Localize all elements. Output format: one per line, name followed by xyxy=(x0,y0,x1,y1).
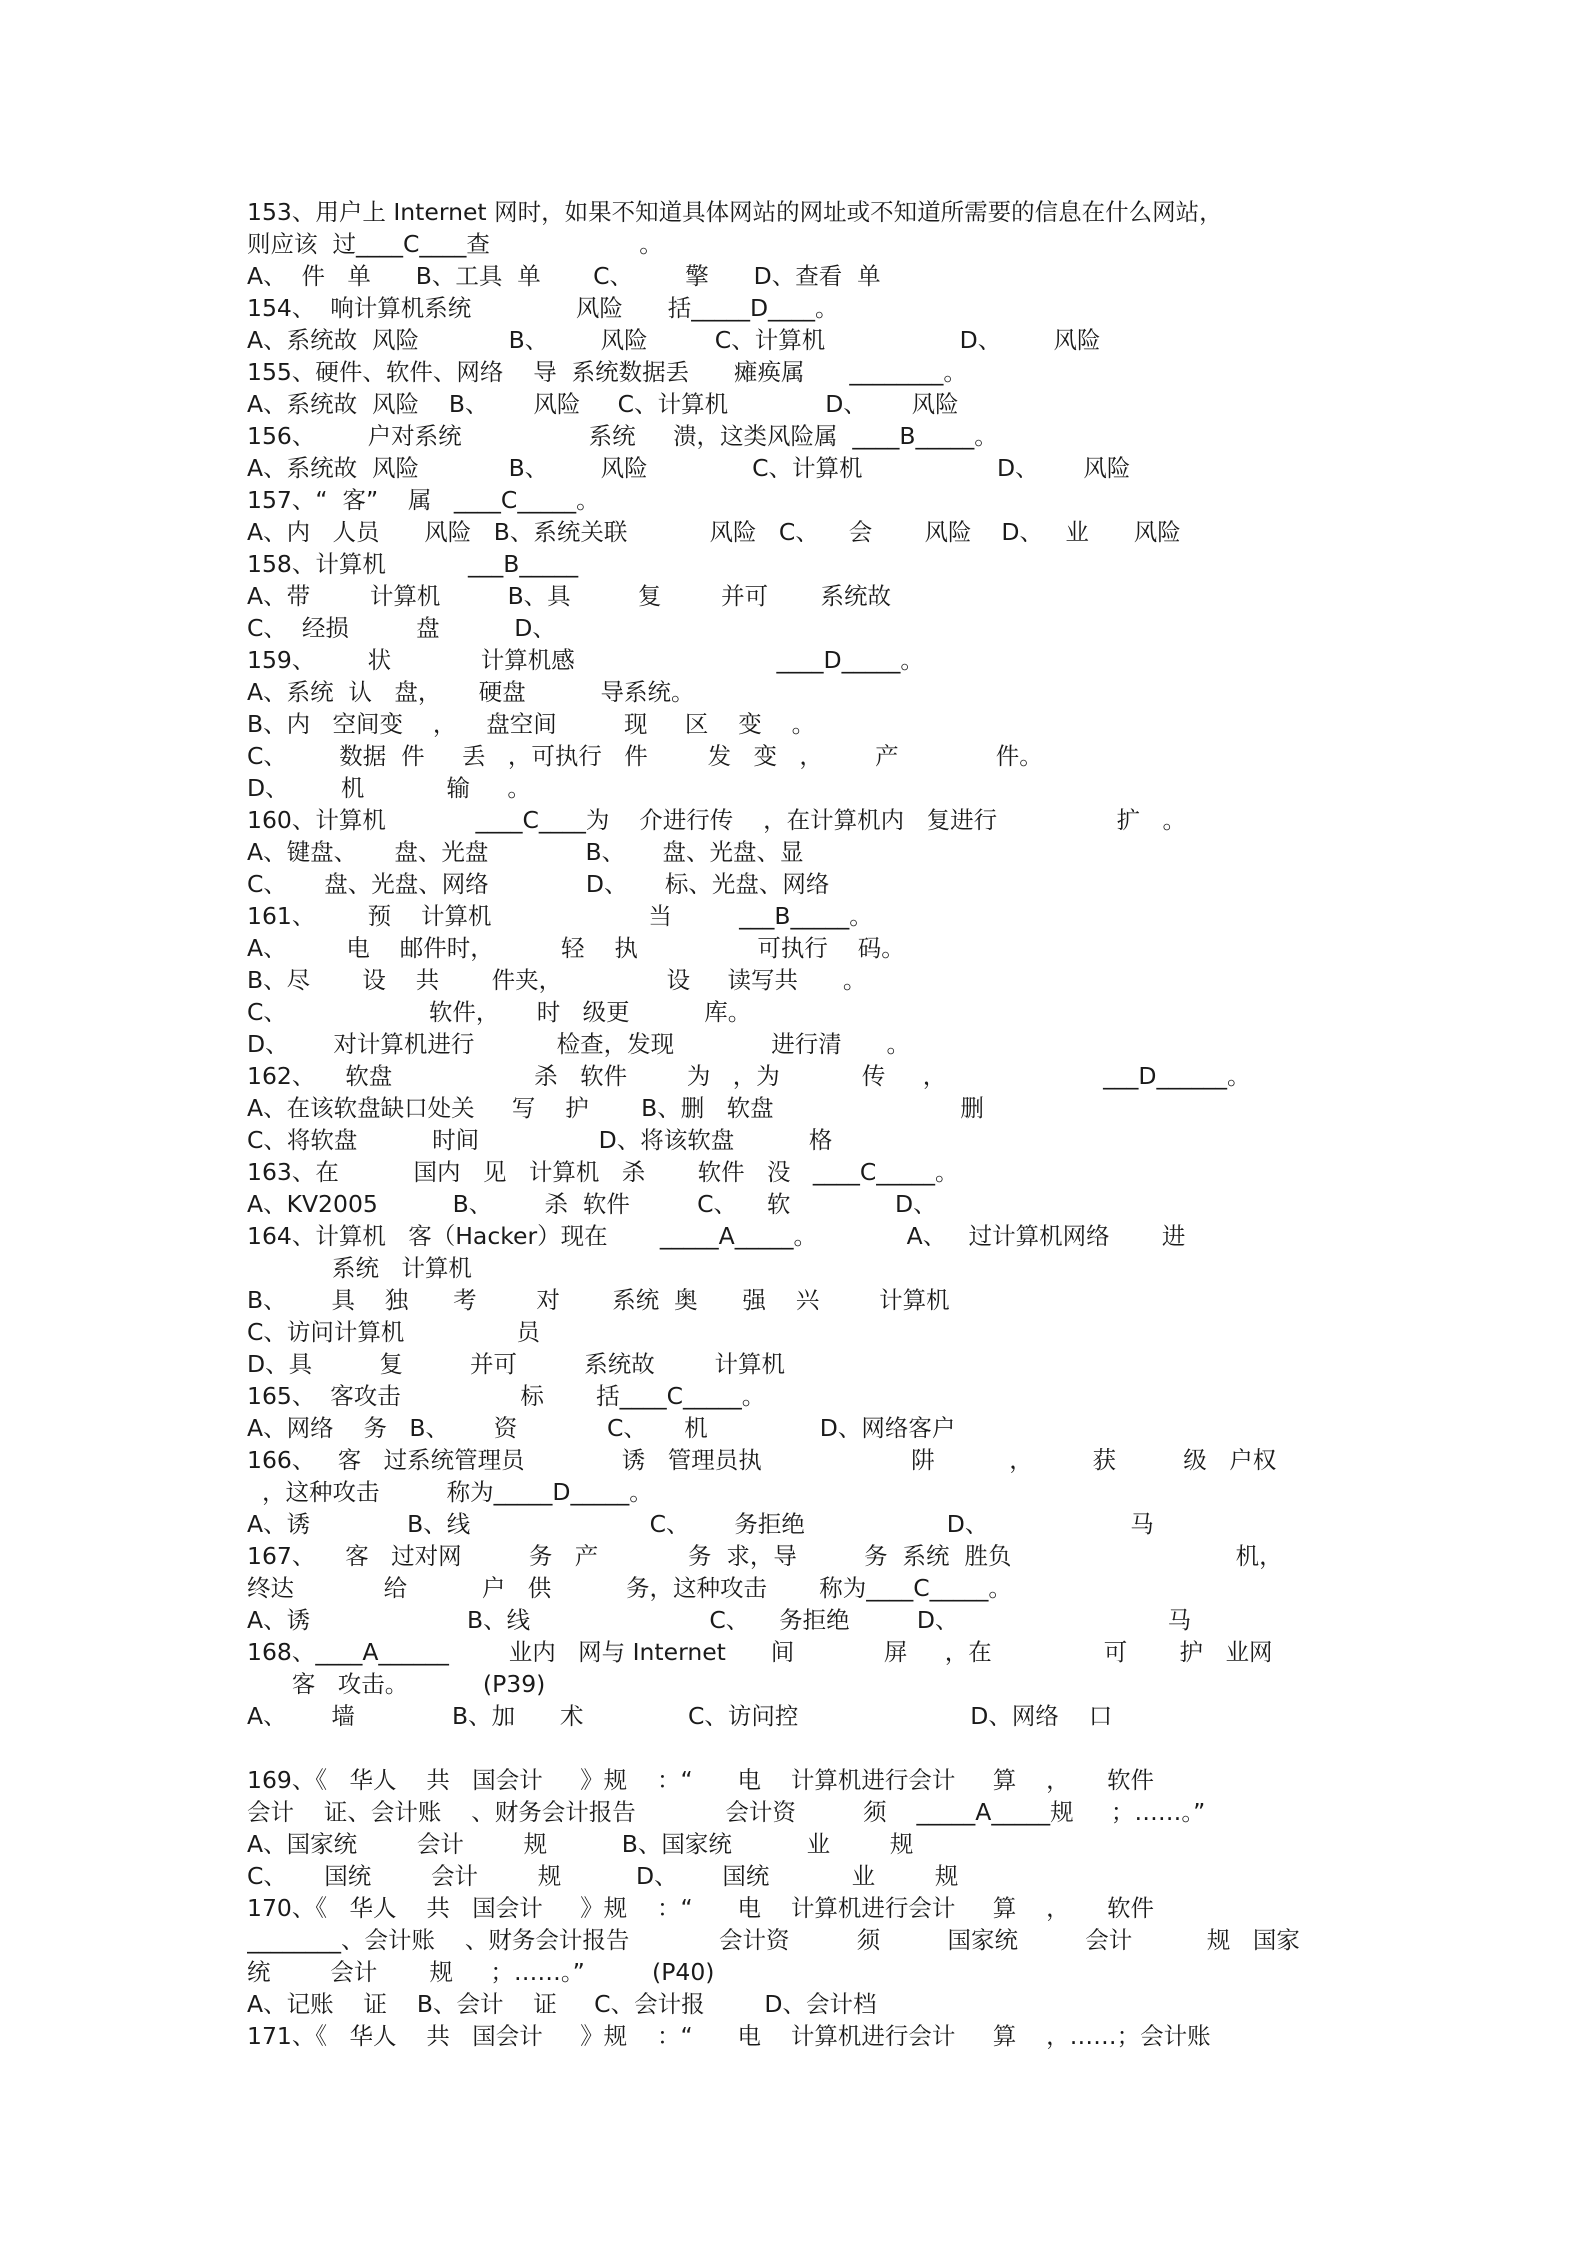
text-line: 171、《 华人 共 国会计 》规 ：“ 电 计算机进行会计 算 ，……；会计账 xyxy=(247,2022,1211,2050)
text-line: 168、____A______ 业内 网与 Internet 间 屏 ，在 可 护 业网 xyxy=(247,1638,1273,1666)
text-line: C、访问计算机 员 xyxy=(247,1318,540,1346)
text-line: A、 件 单 B、工具 单 C、 擎 D、查看 单 xyxy=(247,262,881,290)
text-line: D、 对计算机进行 检查，发现 进行清 。 xyxy=(247,1030,911,1058)
text-line: 终达 给 户 供 务，这种攻击 称为____C_____。 xyxy=(247,1574,1012,1602)
text-line: B、尽 设 共 件夹， 设 读写共 。 xyxy=(247,966,867,994)
text-line: A、系统 认 盘， 硬盘 导系统。 xyxy=(247,678,695,706)
text-line: 160、计算机 ____C____为 介进行传 ，在计算机内 复进行 扩 。 xyxy=(247,806,1187,834)
text-line: C、 软件， 时 级更 库。 xyxy=(247,998,752,1026)
text-line: A、诱 B、线 C、 务拒绝 D、 马 xyxy=(247,1510,1154,1538)
text-line: 165、 客攻击 标 括____C_____。 xyxy=(247,1382,766,1410)
text-line: D、具 复 并可 系统故 计算机 xyxy=(247,1350,786,1378)
document-page xyxy=(247,196,1357,2052)
text-line: A、系统故 风险 B、 风险 C、计算机 D、 风险 xyxy=(247,326,1101,354)
text-line: A、内 人员 风险 B、系统关联 风险 C、 会 风险 D、 业 风险 xyxy=(247,518,1181,546)
text-line: ，这种攻击 称为_____D_____。 xyxy=(247,1478,653,1506)
text-line: 158、计算机 ___B_____ xyxy=(247,550,579,578)
text-line: 154、 响计算机系统 风险 括_____D____。 xyxy=(247,294,839,322)
text-line: A、带 计算机 B、具 复 并可 系统故 xyxy=(247,582,891,610)
text-line: C、 盘、光盘、网络 D、 标、光盘、网络 xyxy=(247,870,830,898)
text-line: 169、《 华人 共 国会计 》规 ：“ 电 计算机进行会计 算 ， 软件 xyxy=(247,1766,1154,1794)
text-line: A、 墙 B、加 术 C、访问控 D、网络 口 xyxy=(247,1702,1113,1730)
text-line: 170、《 华人 共 国会计 》规 ：“ 电 计算机进行会计 算 ， 软件 xyxy=(247,1894,1154,1922)
text-line: 159、 状 计算机感 ____D_____。 xyxy=(247,646,924,674)
text-line: 则应该 过____C____查 。 xyxy=(247,230,663,258)
text-line: 153、用户上 Internet 网时，如果不知道具体网站的网址或不知道所需要的信息在什么网站， xyxy=(247,198,1223,226)
text-line: A、系统故 风险 B、 风险 C、计算机 D、 风险 xyxy=(247,454,1131,482)
text-line: 162、 软盘 杀 软件 为 ，为 传 ， ___D______。 xyxy=(247,1062,1251,1090)
text-line: B、 具 独 考 对 系统 奥 强 兴 计算机 xyxy=(247,1286,950,1314)
text-line: 系统 计算机 xyxy=(332,1254,472,1282)
text-line: A、网络 务 B、 资 C、 机 D、网络客户 xyxy=(247,1414,956,1442)
text-line: D、 机 输 。 xyxy=(247,774,531,802)
text-line: 客 攻击。 (P39) xyxy=(247,1670,546,1698)
text-line: 统 会计 规 ；……。” (P40) xyxy=(247,1958,715,1986)
text-line: A、KV2005 B、 杀 软件 C、 软 D、 xyxy=(247,1190,937,1218)
text-line: 157、“ 客” 属 ____C_____。 xyxy=(247,486,600,514)
paragraph-gap xyxy=(247,1732,1357,1764)
text-line: A、诱 B、线 C、 务拒绝 D、 马 xyxy=(247,1606,1192,1634)
text-line: A、系统故 风险 B、 风险 C、计算机 D、 风险 xyxy=(247,390,959,418)
text-line: A、国家统 会计 规 B、国家统 业 规 xyxy=(247,1830,914,1858)
text-line: A、记账 证 B、会计 证 C、会计报 D、会计档 xyxy=(247,1990,877,2018)
text-line: 163、在 国内 见 计算机 杀 软件 没 ____C_____。 xyxy=(247,1158,959,1186)
text-line: 161、 预 计算机 当 ___B_____。 xyxy=(247,902,873,930)
text-line: 167、 客 过对网 务 产 务 求，导 务 系统 胜负 机， xyxy=(247,1542,1283,1570)
text-line: A、在该软盘缺口处关 写 护 B、删 软盘 删 xyxy=(247,1094,984,1122)
text-line: ________、会计账 、财务会计报告 会计资 须 国家统 会计 规 国家 xyxy=(247,1926,1300,1954)
text-line: 156、 户对系统 系统 溃，这类风险属 ____B_____。 xyxy=(247,422,998,450)
text-line: 166、 客 过系统管理员 诱 管理员执 阱 ， 获 级 户权 xyxy=(247,1446,1277,1474)
text-line: A、键盘、 盘、光盘 B、 盘、光盘、显 xyxy=(247,838,804,866)
text-line: 164、计算机 客（Hacker）现在 _____A_____。 A、 过计算机网络 进 xyxy=(247,1222,1186,1250)
text-line: B、内 空间变 ， 盘空间 现 区 变 。 xyxy=(247,710,816,738)
text-line: C、将软盘 时间 D、将该软盘 格 xyxy=(247,1126,833,1154)
text-line: C、 经损 盘 D、 xyxy=(247,614,556,642)
text-line: C、 数据 件 丢 ，可执行 件 发 变 ， 产 件。 xyxy=(247,742,1043,770)
text-line: C、 国统 会计 规 D、 国统 业 规 xyxy=(247,1862,959,1890)
text-line: 155、硬件、软件、网络 导 系统数据丢 瘫痪属 ________。 xyxy=(247,358,967,386)
text-line: A、 电 邮件时， 轻 执 可执行 码。 xyxy=(247,934,905,962)
text-line: 会计 证、会计账 、财务会计报告 会计资 须 _____A_____规 ；……。” xyxy=(247,1798,1206,1826)
